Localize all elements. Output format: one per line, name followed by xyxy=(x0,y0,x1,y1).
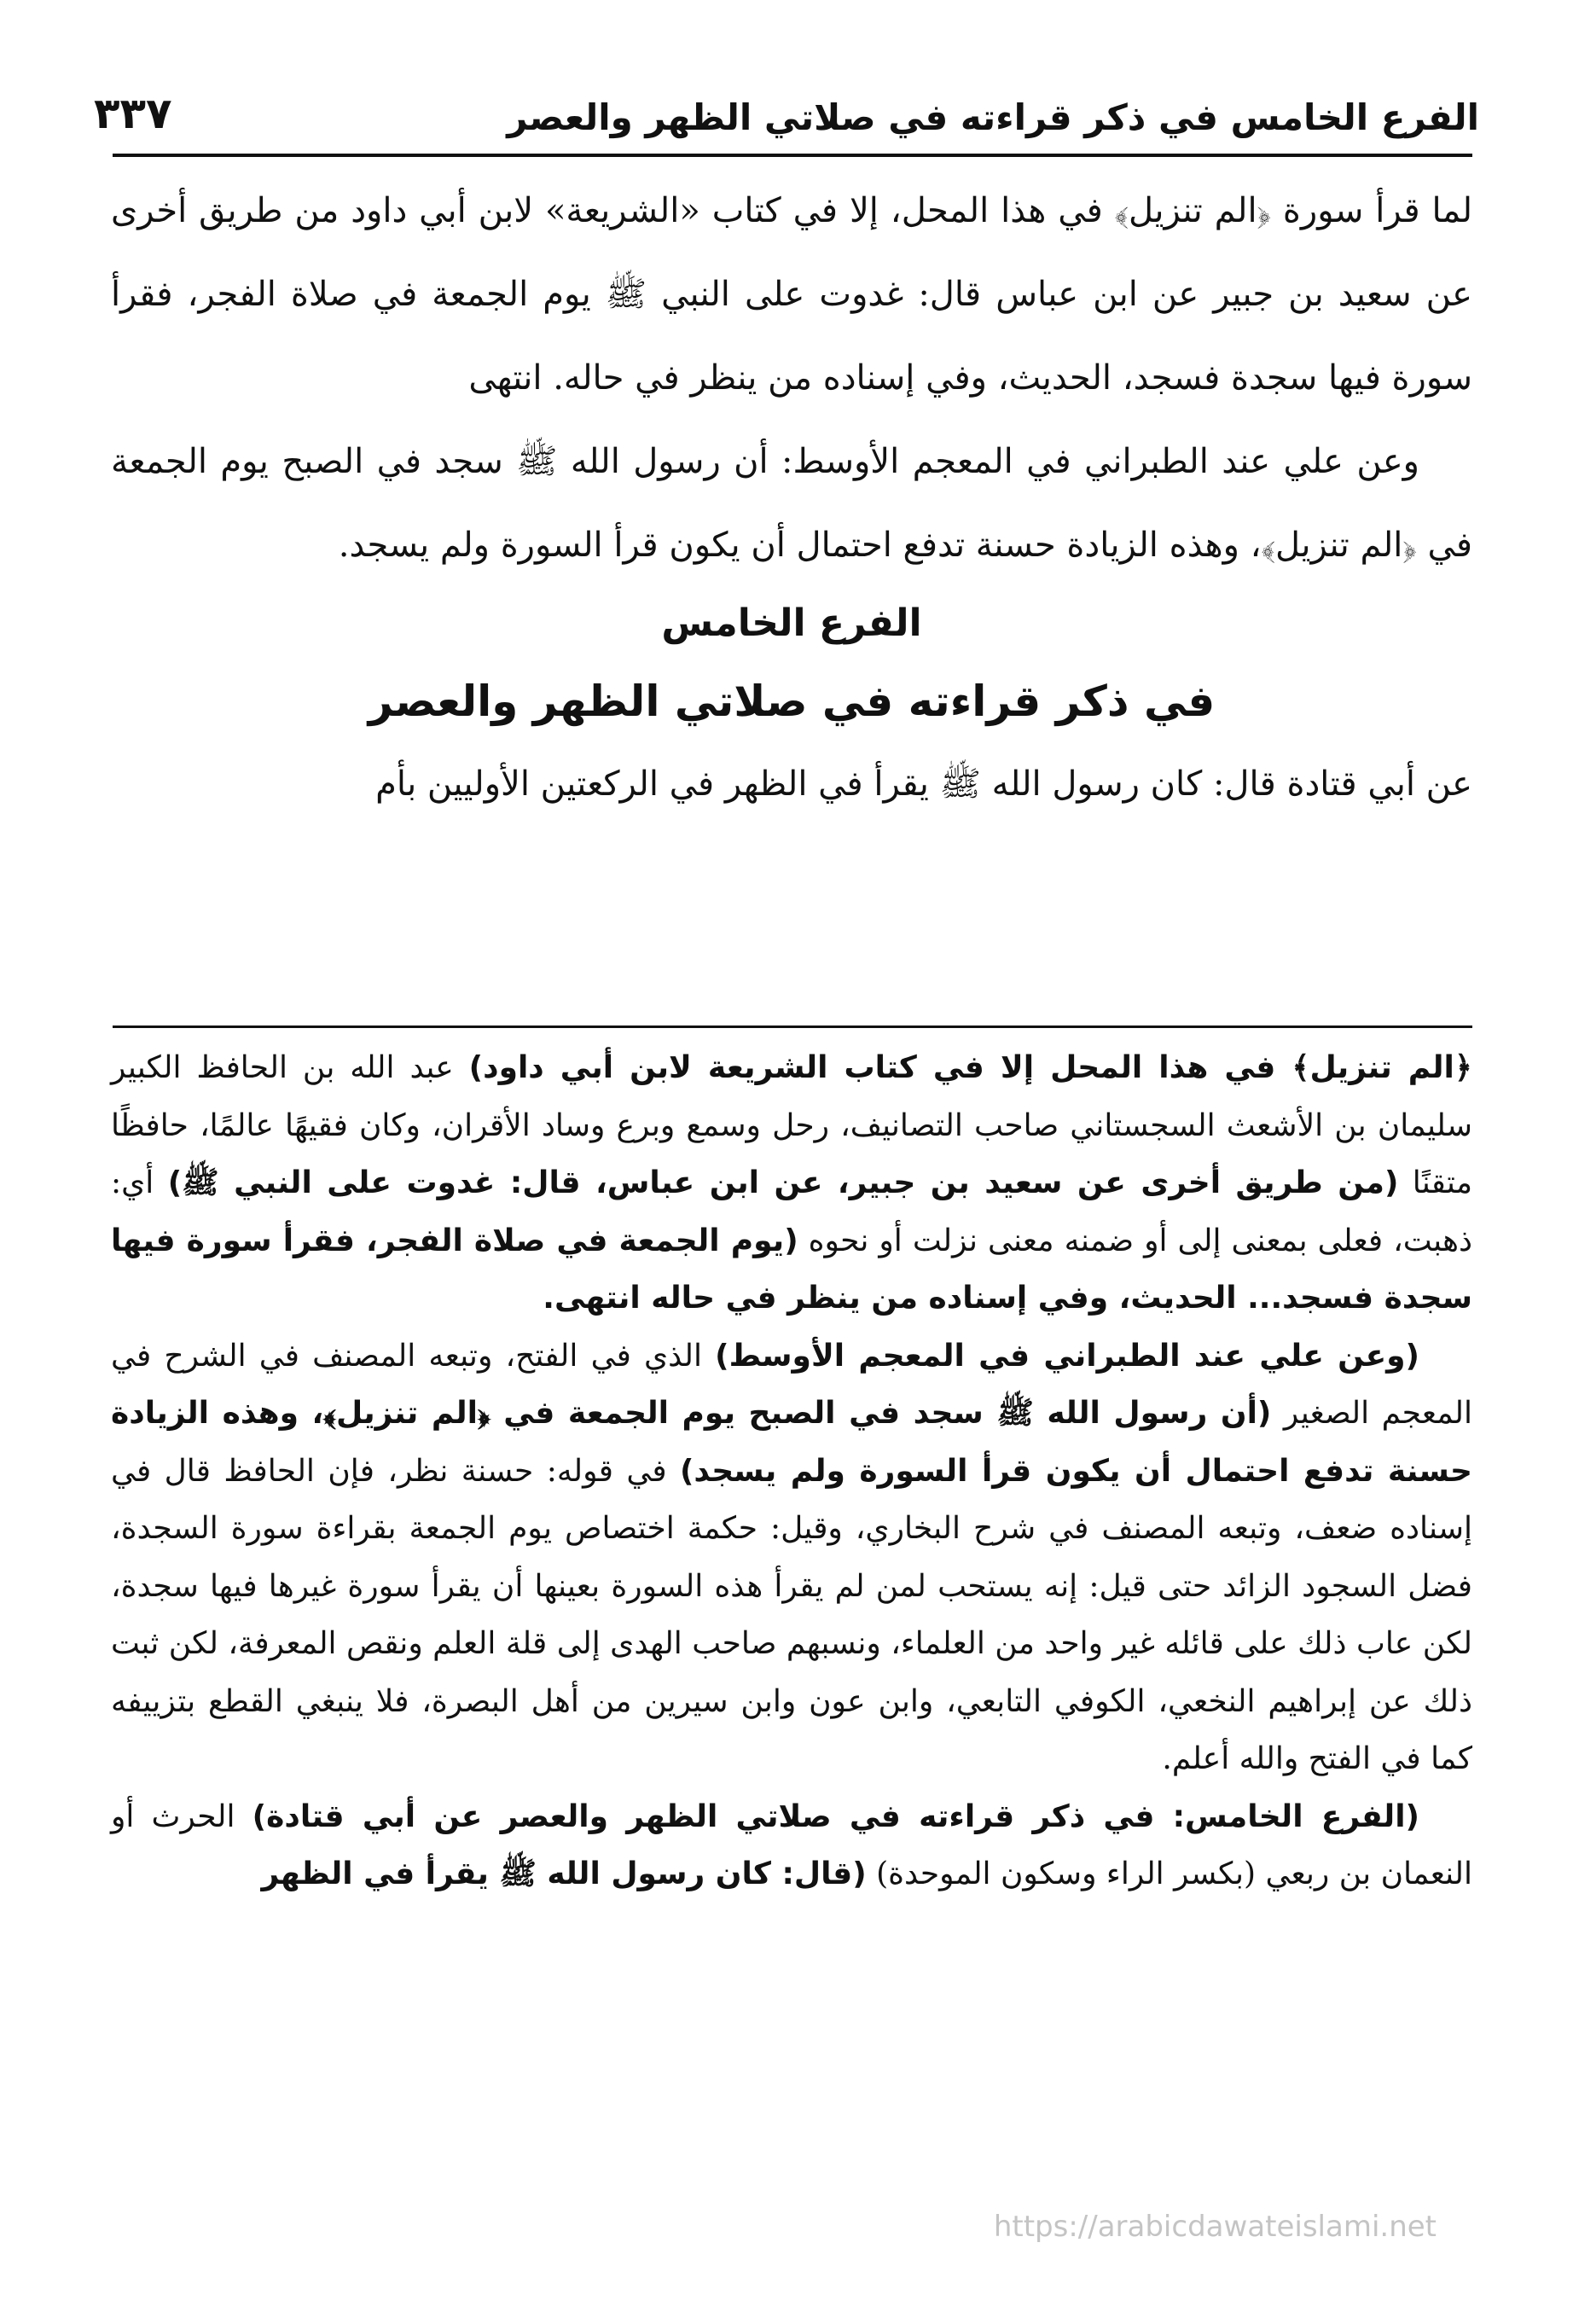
section-opening-paragraph: عن أبي قتادة قال: كان رسول الله ﷺ يقرأ في الظهر في الركعتين الأوليين بأم xyxy=(375,764,1472,804)
explanation-text: الحرث أو النعمان بن ربعي (بكسر الراء وسكون الموحدة) xyxy=(111,1798,1472,1891)
section-heading xyxy=(111,587,1472,742)
quoted-matn: (قال: كان رسول الله ﷺ يقرأ في الظهر xyxy=(261,1856,867,1891)
quoted-matn: (من طريق أخرى عن سعيد بن جبير، عن ابن عباس، قال: غدوت على النبي ﷺ) xyxy=(167,1165,1399,1200)
main-paragraph: لما قرأ سورة ﴿الم تنزيل﴾ في هذا المحل، إلا في كتاب «الشريعة» لابن أبي داود من طريق أخرى عن سعيد بن جبير عن ابن عباس قال: غدوت على النبي ﷺ يوم الجمعة في صلاة الفجر، فقرأ سورة فيها سجدة فسجد، الحديث، وفي إسناده من ينظر في حاله. انتهى xyxy=(111,191,1472,398)
commentary-paragraph xyxy=(111,1328,1472,1788)
main-paragraph: وعن علي عند الطبراني في المعجم الأوسط: أن رسول الله ﷺ سجد في الصبح يوم الجمعة في ﴿الم تنزيل﴾، وهذه الزيادة حسنة تدفع احتمال أن يكون قرأ السورة ولم يسجد. xyxy=(111,442,1472,565)
commentary-divider xyxy=(113,1025,1472,1028)
explanation-text: عبد الله بن الحافظ الكبير سليمان بن الأشعث السجستاني صاحب التصانيف، رحل وسمع وبرع وساد الأقران، وكان فقيهًا عالمًا، حافظًا متقنًا xyxy=(111,1050,1472,1200)
running-title: الفرع الخامس في ذكر قراءته في صلاتي الظهر والعصر xyxy=(507,96,1479,138)
explanation-text: أي: ذهبت، فعلى بمعنى إلى أو ضمنه معنى نزلت أو نحوه xyxy=(111,1165,1472,1258)
running-header xyxy=(94,78,1479,138)
quoted-matn: (يوم الجمعة في صلاة الفجر، فقرأ سورة فيها سجدة فسجد... الحديث، وفي إسناده من ينظر في حاله انتهى. xyxy=(111,1223,1472,1316)
explanation-text: الذي في الفتح، وتبعه المصنف في الشرح في المعجم الصغير xyxy=(111,1338,1472,1431)
header-divider xyxy=(113,154,1472,157)
section-title: في ذكر قراءته في صلاتي الظهر والعصر xyxy=(368,677,1216,726)
quoted-matn: (وعن علي عند الطبراني في المعجم الأوسط) xyxy=(715,1338,1419,1374)
page-number: ٣٣٧ xyxy=(94,89,172,138)
commentary-paragraph xyxy=(111,1788,1472,1903)
main-text xyxy=(111,169,1472,826)
quoted-matn: (الفرع الخامس: في ذكر قراءته في صلاتي الظهر والعصر عن أبي قتادة) xyxy=(252,1798,1419,1834)
explanation-text: في قوله: حسنة نظر، فإن الحافظ قال في إسناده ضعف، وتبعه المصنف في شرح البخاري، وقيل: حكمة اختصاص يوم الجمعة بقراءة سورة السجدة، فضل السجود الزائد حتى قيل: إنه يستحب لمن لم يقرأ هذه السورة بعينها أن يقرأ سورة غيرها فيها سجدة، لكن عاب ذلك على قائله غير واحد من العلماء، ونسبهم صاحب الهدى إلى قلة العلم ونقص المعرفة، لكن ثبت ذلك عن إبراهيم النخعي، الكوفي التابعي، وابن عون وابن سيرين من أهل البصرة، فلا ينبغي القطع بتزييفه كما في الفتح والله أعلم. xyxy=(111,1453,1472,1776)
quoted-matn: (أن رسول الله ﷺ سجد في الصبح يوم الجمعة في ﴿الم تنزيل﴾، وهذه الزيادة حسنة تدفع احتمال أن يكون قرأ السورة ولم يسجد) xyxy=(111,1396,1472,1489)
commentary xyxy=(111,1039,1472,1903)
watermark-url: https://arabicdawateislami.net xyxy=(993,2210,1437,2244)
commentary-paragraph xyxy=(111,1039,1472,1328)
section-label: الفرع الخامس xyxy=(661,601,922,645)
quoted-matn: ﴿الم تنزيل﴾ في هذا المحل إلا في كتاب الشريعة لابن أبي داود) xyxy=(468,1050,1472,1085)
